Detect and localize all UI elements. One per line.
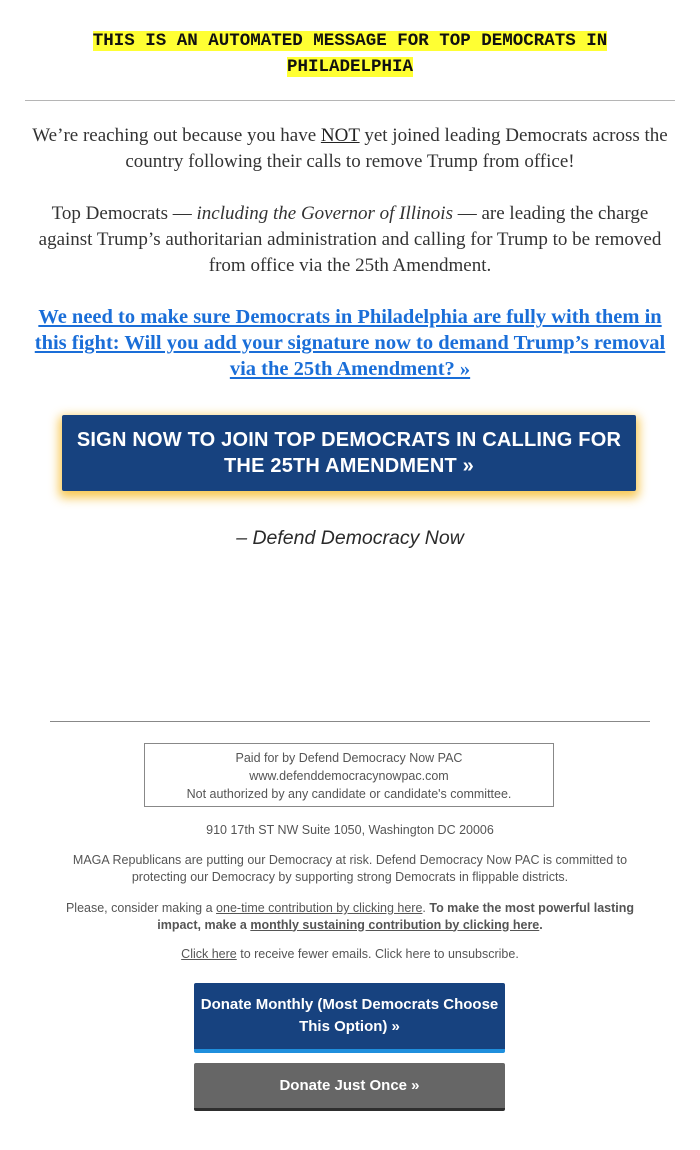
mission-statement: MAGA Republicans are putting our Democracy at risk. Defend Democracy Now PAC is committed to protecting our Democracy by supporting strong Democrats in flippable districts. (72, 853, 628, 884)
automated-message-banner (50, 28, 650, 80)
paid-for-text: Paid for by Defend Democracy Now PAC (235, 751, 463, 765)
please-mid: . (422, 901, 430, 915)
bold-prefix: To make the most powerful lasting impact, make a (157, 901, 635, 932)
signature: – Defend Democracy Now (236, 527, 464, 549)
intro-paragraph (25, 123, 675, 175)
donate-once-button[interactable]: Donate Just Once » (194, 1063, 505, 1111)
top-divider (25, 100, 675, 101)
sign-now-button[interactable]: SIGN NOW TO JOIN TOP DEMOCRATS IN CALLING FOR THE 25TH AMENDMENT » (62, 415, 636, 491)
body-paragraph (25, 201, 675, 279)
contribution-request (50, 900, 650, 933)
unsubscribe-text: to receive fewer emails. Click here to unsubscribe. (236, 947, 519, 961)
body-italic: including the Governor of Illinois (196, 203, 453, 224)
donate-monthly-button[interactable]: Donate Monthly (Most Democrats Choose This Option) » (194, 983, 505, 1053)
not-authorized-text: Not authorized by any candidate or candidate's committee. (186, 787, 512, 801)
bold-suffix: . (539, 917, 543, 932)
automated-message-text: THIS IS AN AUTOMATED MESSAGE FOR TOP DEMOCRATS IN PHILADELPHIA (92, 31, 608, 77)
petition-link[interactable]: We need to make sure Democrats in Philadelphia are fully with them in this fight: Will you add your signature now to demand Trump’s removal via the 25th Amendment? » (34, 306, 666, 380)
paid-for-disclaimer (144, 743, 554, 807)
intro-text-1: We’re reaching out because you have (32, 125, 321, 146)
website-text: www.defenddemocracynowpac.com (249, 769, 449, 783)
mailing-address: 910 17th ST NW Suite 1050, Washington DC 20006 (206, 823, 494, 837)
petition-link-paragraph (20, 304, 680, 382)
footer-divider (50, 721, 650, 722)
intro-text-2: yet joined leading Democrats across the country following their calls to remove Trump from office! (125, 125, 668, 172)
body-text-2: — are leading the charge against Trump’s authoritarian administration and calling for Trump to be removed from office via the 25th Amendment. (38, 203, 662, 276)
one-time-contribution-link[interactable]: one-time contribution by clicking here (216, 901, 423, 915)
fewer-emails-link[interactable]: Click here (181, 947, 237, 961)
intro-emphasis: NOT (320, 125, 360, 146)
please-prefix: Please, consider making a (65, 901, 217, 915)
monthly-contribution-link[interactable]: monthly sustaining contribution by clicking here (250, 917, 540, 932)
body-text-1: Top Democrats — (51, 203, 197, 224)
email-preferences (50, 946, 650, 963)
